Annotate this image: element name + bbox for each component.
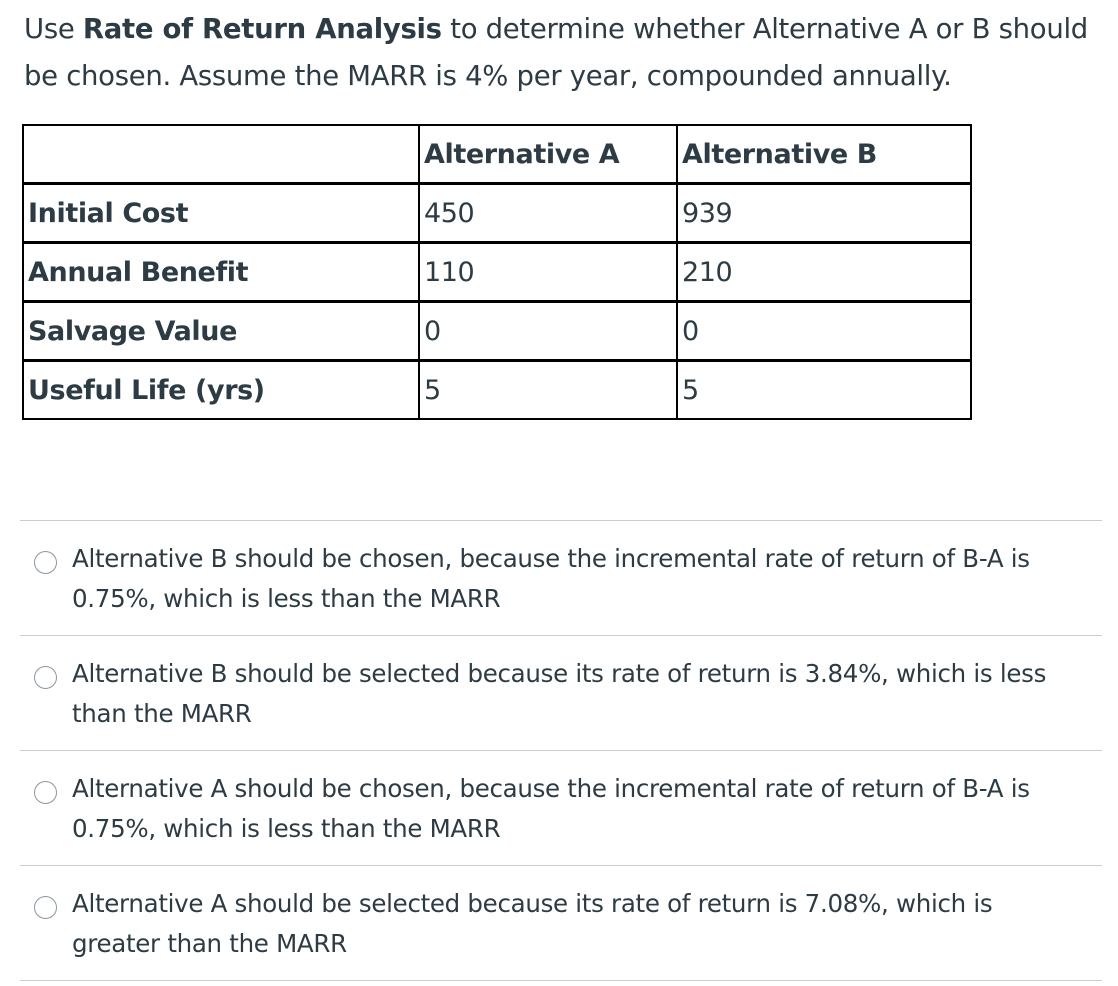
radio-unselected-icon[interactable] [34,551,57,574]
table-row [23,184,971,243]
question-text [24,6,1104,100]
answer-option-text: Alternative B should be selected because its rate of return is 3.84%, which is less than the MARR [72,659,1047,728]
answer-option-4[interactable] [20,866,1102,981]
radio-unselected-icon[interactable] [34,781,57,804]
row-label: Useful Life (yrs) [23,361,419,420]
alternative-a-value: 0 [419,302,677,361]
answer-option-text: Alternative A should be chosen, because the incremental rate of return of B-A is 0.75%, which is less than the MARR [72,774,1030,843]
answer-option-text: Alternative A should be selected because its rate of return is 7.08%, which is greater than the MARR [72,889,993,958]
row-label: Salvage Value [23,302,419,361]
question-suffix: to determine whether Alternative A or B should be chosen. Assume the MARR is 4% per year, compounded annually. [24,13,1088,92]
answer-list [20,520,1102,981]
question-bold-term: Rate of Return Analysis [82,13,442,45]
table-row [23,361,971,420]
radio-unselected-icon[interactable] [34,896,57,919]
table-header-alternative-a: Alternative A [419,125,677,184]
alternative-b-value: 939 [677,184,971,243]
table-row [23,243,971,302]
answer-option-3[interactable] [20,751,1102,866]
alternative-b-value: 5 [677,361,971,420]
radio-unselected-icon[interactable] [34,666,57,689]
row-label: Initial Cost [23,184,419,243]
table-header-row [23,125,971,184]
alternative-b-value: 210 [677,243,971,302]
alternative-a-value: 450 [419,184,677,243]
alternative-a-value: 5 [419,361,677,420]
answer-option-1[interactable] [20,521,1102,636]
row-label: Annual Benefit [23,243,419,302]
table-row [23,302,971,361]
answer-option-text: Alternative B should be chosen, because the incremental rate of return of B-A is 0.75%, which is less than the MARR [72,544,1030,613]
answer-option-2[interactable] [20,636,1102,751]
table-header-blank [23,125,419,184]
question-prefix: Use [24,13,83,45]
alternative-a-value: 110 [419,243,677,302]
alternative-b-value: 0 [677,302,971,361]
alternatives-table [22,124,972,420]
table-header-alternative-b: Alternative B [677,125,971,184]
